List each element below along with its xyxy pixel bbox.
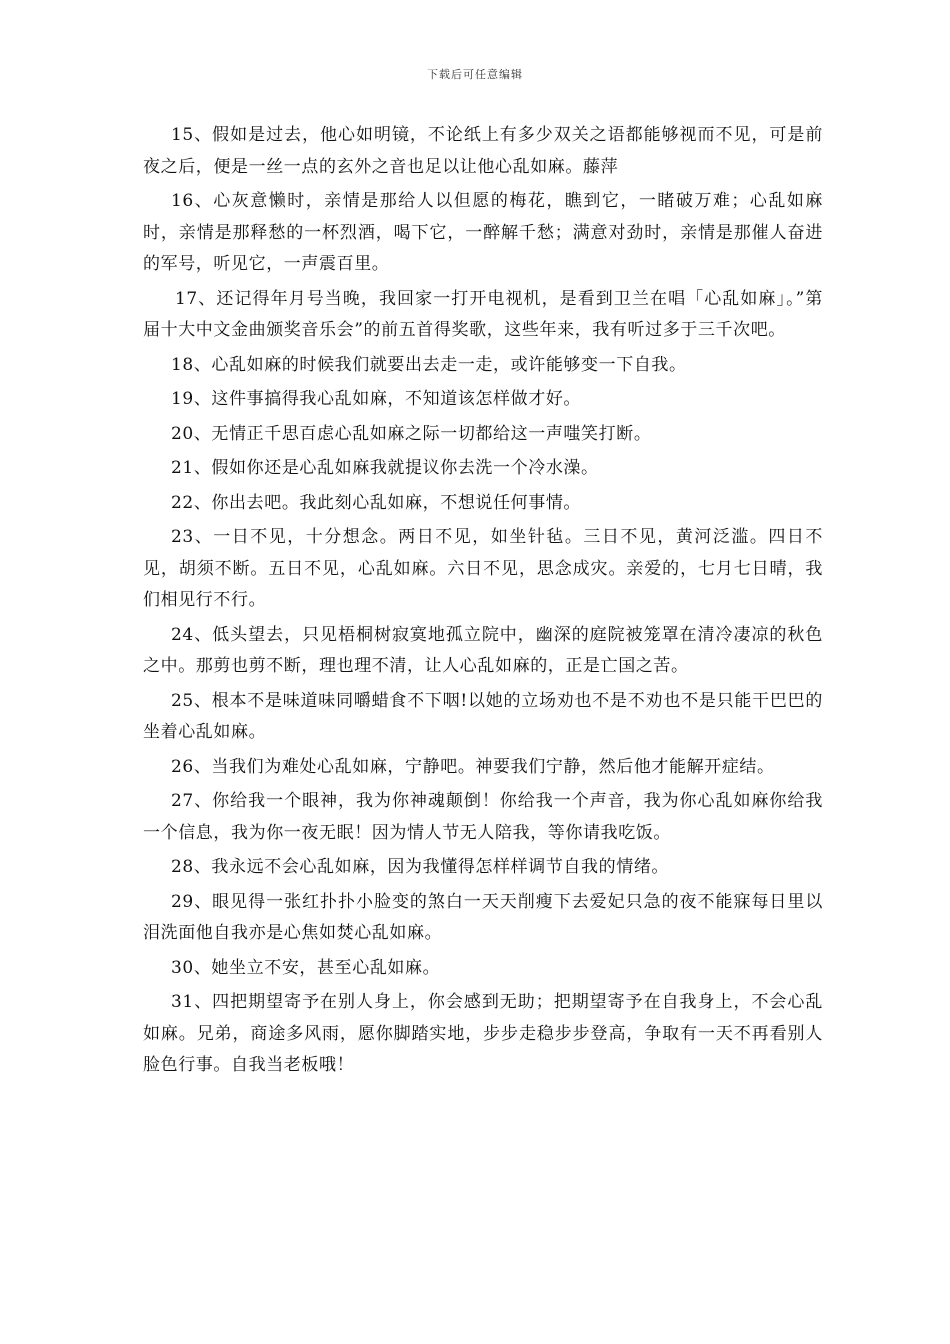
paragraph-16: 16、心灰意懒时，亲情是那给人以但愿的梅花，瞧到它，一睹破万难；心乱如麻时，亲情是那释愁的一杯烈酒，喝下它，一醉解千愁；满意对劲时，亲情是那催人奋进的军号，听见它，一声震百里。: [143, 191, 823, 274]
paragraph-23: 23、一日不见，十分想念。两日不见，如坐针毡。三日不见，黄河泛滥。四日不见，胡须不断。五日不见，心乱如麻。六日不见，思念成灾。亲爱的，七月七日晴，我们相见行不行。: [143, 527, 823, 610]
paragraph-20: 20、无情正千思百虑心乱如麻之际一切都给这一声嗤笑打断。: [171, 423, 652, 444]
paragraph-27: 27、你给我一个眼神，我为你神魂颠倒！你给我一个声音，我为你心乱如麻你给我一个信息，我为你一夜无眠！因为情人节无人陪我，等你请我吃饭。: [143, 791, 823, 843]
document-body: [143, 120, 823, 1085]
paragraph-24: 24、低头望去，只见梧桐树寂寞地孤立院中，幽深的庭院被笼罩在清冷凄凉的秋色之中。那剪也剪不断，理也理不清，让人心乱如麻的，正是亡国之苦。: [143, 624, 823, 676]
paragraph-17: 17、还记得年月号当晚，我回家一打开电视机，是看到卫兰在唱「心乱如麻」。”第届十大中文金曲颁奖音乐会”的前五首得奖歌，这些年来，我有听过多于三千次吧。: [143, 288, 823, 340]
paragraph-19: 19、这件事搞得我心乱如麻，不知道该怎样做才好。: [171, 389, 582, 409]
paragraph-21: 21、假如你还是心乱如麻我就提议你去洗一个冷水澡。: [171, 458, 599, 478]
paragraph-29: 29、眼见得一张红扑扑小脸变的煞白一天天削瘦下去爱妃只急的夜不能寐每日里以泪洗面他自我亦是心焦如焚心乱如麻。: [143, 891, 823, 943]
page-header: 下载后可任意编辑: [427, 68, 523, 81]
paragraph-26: 26、当我们为难处心乱如麻，宁静吧。神要我们宁静，然后他才能解开症结。: [171, 756, 775, 777]
paragraph-31: 31、四把期望寄予在别人身上，你会感到无助；把期望寄予在自我身上，不会心乱如麻。兄弟，商途多风雨，愿你脚踏实地，步步走稳步步登高，争取有一天不再看别人脸色行事。自我当老板哦！: [143, 992, 823, 1075]
paragraph-18: 18、心乱如麻的时候我们就要出去走一走，或许能够变一下自我。: [171, 354, 687, 375]
paragraph-15: 15、假如是过去，他心如明镜，不论纸上有多少双关之语都能够视而不见，可是前夜之后，便是一丝一点的玄外之音也足以让他心乱如麻。藤萍: [143, 125, 823, 177]
paragraph-22: 22、你出去吧。我此刻心乱如麻，不想说任何事情。: [171, 492, 582, 513]
paragraph-25: 25、根本不是味道味同嚼蜡食不下咽!以她的立场劝也不是不劝也不是只能干巴巴的坐着心乱如麻。: [143, 690, 823, 742]
paragraph-30: 30、她坐立不安，甚至心乱如麻。: [171, 957, 441, 978]
paragraph-28: 28、我永远不会心乱如麻，因为我懂得怎样样调节自我的情绪。: [171, 857, 670, 877]
